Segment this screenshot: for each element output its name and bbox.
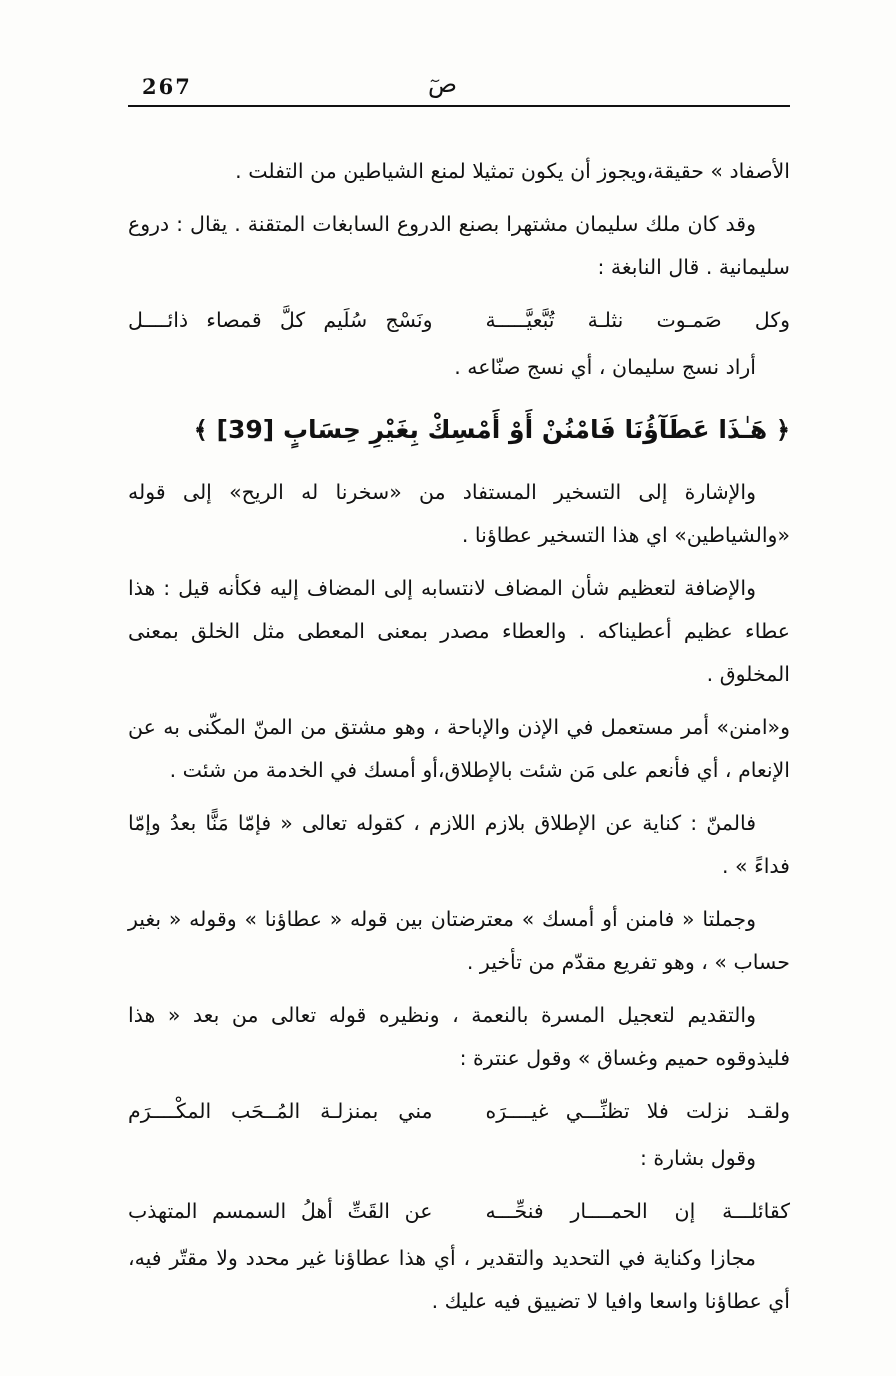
verse-first-hemistich: وكل صَمـوت نثلـة تُبَّعيَّـــــة	[485, 308, 790, 332]
verse-first-hemistich: كقائلـــة إن الحمــــار فنحِّـــه	[485, 1199, 790, 1223]
poetry-verse	[128, 299, 790, 342]
paragraph: والإشارة إلى التسخير المستفاد من «سخرنا له الريح» إلى قوله «والشياطين» اي هذا التسخير عطاؤنا .	[128, 480, 790, 547]
paragraph: والإضافة لتعظيم شأن المضاف لانتسابه إلى المضاف إليه فكأنه قيل : هذا عطاء عظيم أعطيناكه . والعطاء مصدر بمعنى المعطى مثل الخلق بمعنى المخلوق .	[128, 576, 790, 686]
header-rule	[128, 105, 790, 107]
ayah-text: هَـٰذَا عَطَآؤُنَا فَامْنُنْ أَوْ أَمْسِكْ بِغَيْرِ حِسَابٍ	[282, 415, 768, 444]
verse-first-hemistich: ولقـد نزلت فلا تظنِّـــي غيــــرَه	[485, 1099, 790, 1123]
paragraph: وقد كان ملك سليمان مشتهرا بصنع الدروع السابغات المتقنة . يقال : دروع سليمانية . قال النابغة :	[128, 212, 790, 279]
ayah-number: [39]	[216, 415, 275, 444]
poetry-verse	[128, 1190, 790, 1233]
verse-second-hemistich: مني بمنزلـة المُــحَب المكْــــرَم	[128, 1099, 433, 1123]
paragraph: أراد نسج سليمان ، أي نسج صنّاعه .	[454, 355, 756, 379]
ayah-close-bracket: ﴾	[193, 416, 208, 444]
paragraph: و«امنن» أمر مستعمل في الإذن والإباحة ، وهو مشتق من المنّ المكّنى به عن الإنعام ، أي فأنعم على مَن شئت بالإطلاق،أو أمسك في الخدمة من شئت .	[128, 715, 790, 782]
paragraph: فالمنّ : كناية عن الإطلاق بلازم اللازم ، كقوله تعالى « فإمّا مَنًّا بعدُ وإمّا فداءً » .	[128, 811, 790, 878]
paragraph: وجملتا « فامنن أو أمسك » معترضتان بين قوله « عطاؤنا » وقوله « بغير حساب » ، وهو تفريع مقدّم من تأخير .	[128, 907, 790, 974]
quran-verse	[128, 407, 790, 453]
page-number: 267	[142, 74, 192, 99]
paragraph: والتقديم لتعجيل المسرة بالنعمة ، ونظيره قوله تعالى من بعد « هذا فليذوقوه حميم وغساق » وقول عنترة :	[128, 1003, 790, 1070]
verse-second-hemistich: عن القَتِّ أهلُ السمسم المتهذب	[128, 1199, 433, 1223]
poetry-verse	[128, 1090, 790, 1133]
page-header	[128, 70, 790, 110]
paragraph: وقول بشارة :	[639, 1146, 756, 1170]
paragraph: مجازا وكناية في التحديد والتقدير ، أي هذا عطاؤنا غير محدد ولا مقتّر فيه، أي عطاؤنا واسعا وافيا لا تضييق فيه عليك .	[128, 1246, 790, 1313]
verse-second-hemistich: ونَسْج سُلَيم كلَّ قمصاء ذائــــل	[128, 308, 433, 332]
paragraph: الأصفاد » حقيقة،ويجوز أن يكون تمثيلا لمنع الشياطين من التفلت .	[235, 159, 790, 183]
sura-marker: صٓ	[428, 70, 458, 98]
ayah-open-bracket: ﴿	[775, 416, 790, 444]
main-text	[128, 150, 790, 1333]
